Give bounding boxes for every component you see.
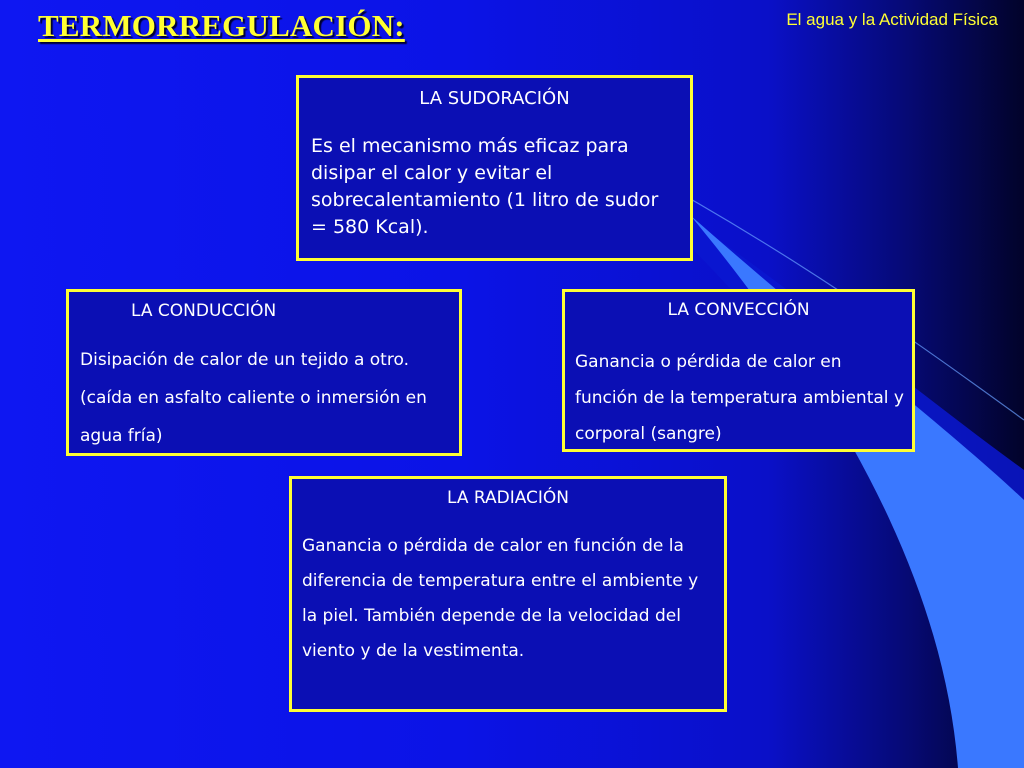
box-body: Es el mecanismo más eficaz para disipar el calor y evitar el sobrecalentamiento (1 litro de sudor = 580 Kcal).	[311, 135, 659, 238]
box-heading: LA SUDORACIÓN	[419, 88, 570, 109]
box-body: Ganancia o pérdida de calor en función de la temperatura ambiental y corporal (sangre)	[575, 352, 904, 444]
box-sudoracion	[296, 75, 693, 261]
box-heading: LA RADIACIÓN	[446, 488, 570, 508]
box-conduccion	[66, 289, 462, 456]
box-body: Ganancia o pérdida de calor en función de la diferencia de temperatura entre el ambiente y la piel. También depende de la velocidad del viento y de la vestimenta.	[302, 536, 699, 661]
box-heading: LA CONVECCIÓN	[667, 300, 810, 320]
slide-title: TERMORREGULACIÓN:	[38, 8, 405, 43]
slide-subtitle: El agua y la Actividad Física	[786, 10, 998, 29]
box-conveccion	[562, 289, 915, 452]
box-heading: LA CONDUCCIÓN	[131, 301, 277, 321]
box-body: Disipación de calor de un tejido a otro. (caída en asfalto caliente o inmersión en agua fría)	[80, 350, 427, 446]
box-radiacion	[289, 476, 727, 712]
